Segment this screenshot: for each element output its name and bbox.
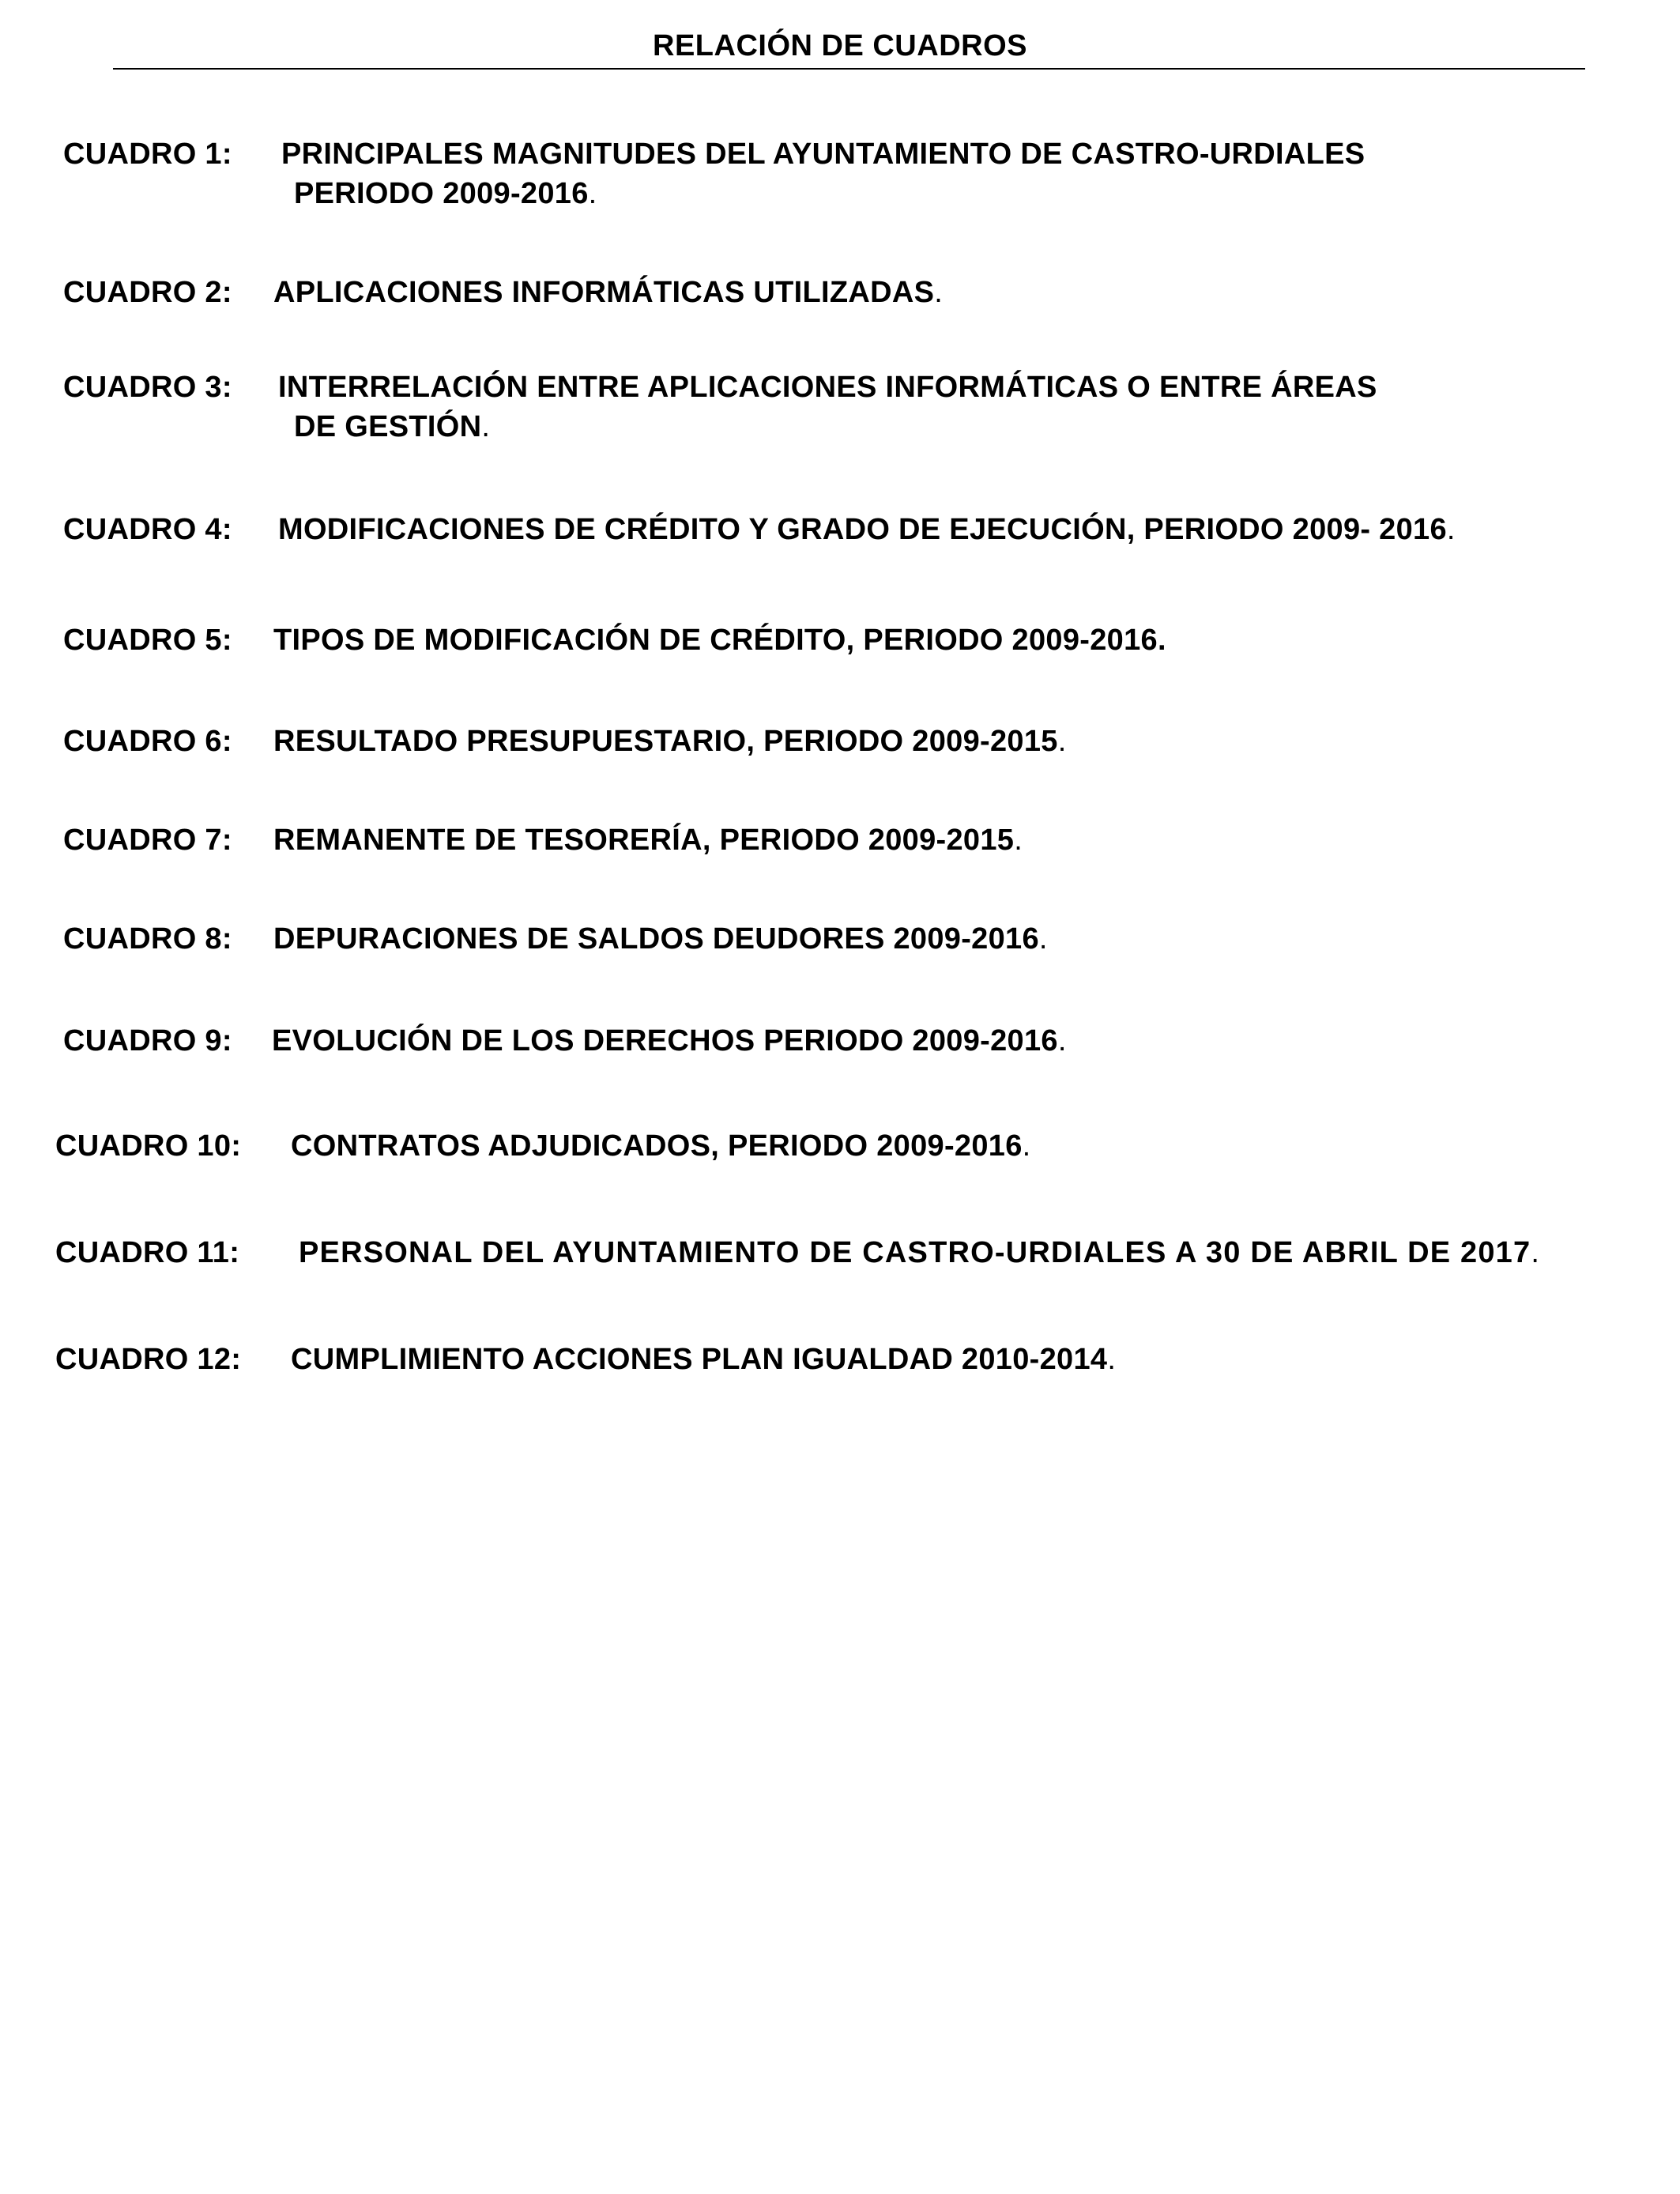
document-title: RELACIÓN DE CUADROS <box>653 29 1027 62</box>
entry-label: CUADRO 2: <box>63 276 232 309</box>
entry-label: CUADRO 6: <box>63 725 232 758</box>
entry-label: CUADRO 11: <box>55 1236 240 1269</box>
entry-label: CUADRO 9: <box>63 1024 232 1057</box>
entry-label: CUADRO 5: <box>63 624 232 657</box>
title-underline <box>113 68 1585 70</box>
entry-label: CUADRO 7: <box>63 824 232 857</box>
entry-title: MODIFICACIONES DE CRÉDITO Y GRADO DE EJECUCIÓN, PERIODO 2009- 2016. <box>278 513 1456 546</box>
entry-label: CUADRO 4: <box>63 513 232 546</box>
entry-title: TIPOS DE MODIFICACIÓN DE CRÉDITO, PERIODO 2009-2016. <box>273 624 1166 657</box>
entry-title: PRINCIPALES MAGNITUDES DEL AYUNTAMIENTO DE CASTRO-URDIALES <box>281 138 1365 171</box>
entry-title: CONTRATOS ADJUDICADOS, PERIODO 2009-2016. <box>291 1129 1031 1163</box>
entry-title: INTERRELACIÓN ENTRE APLICACIONES INFORMÁTICAS O ENTRE ÁREAS <box>278 371 1377 404</box>
entry-title-continued: DE GESTIÓN. <box>294 410 491 443</box>
entry-title: DEPURACIONES DE SALDOS DEUDORES 2009-2016. <box>273 922 1048 956</box>
entry-title: APLICACIONES INFORMÁTICAS UTILIZADAS. <box>273 276 944 309</box>
entry-label: CUADRO 3: <box>63 371 232 404</box>
entry-label: CUADRO 1: <box>63 138 232 171</box>
entry-title: RESULTADO PRESUPUESTARIO, PERIODO 2009-2015. <box>273 725 1067 758</box>
entry-label: CUADRO 8: <box>63 922 232 956</box>
entry-title: PERSONAL DEL AYUNTAMIENTO DE CASTRO-URDIALES A 30 DE ABRIL DE 2017. <box>299 1236 1541 1269</box>
entry-title: REMANENTE DE TESORERÍA, PERIODO 2009-2015. <box>273 824 1023 857</box>
entry-title: CUMPLIMIENTO ACCIONES PLAN IGUALDAD 2010-2014. <box>291 1343 1117 1376</box>
entry-label: CUADRO 12: <box>55 1343 242 1376</box>
entry-title: EVOLUCIÓN DE LOS DERECHOS PERIODO 2009-2016. <box>272 1024 1067 1057</box>
entry-label: CUADRO 10: <box>55 1129 242 1163</box>
entry-title-continued: PERIODO 2009-2016. <box>294 177 597 210</box>
